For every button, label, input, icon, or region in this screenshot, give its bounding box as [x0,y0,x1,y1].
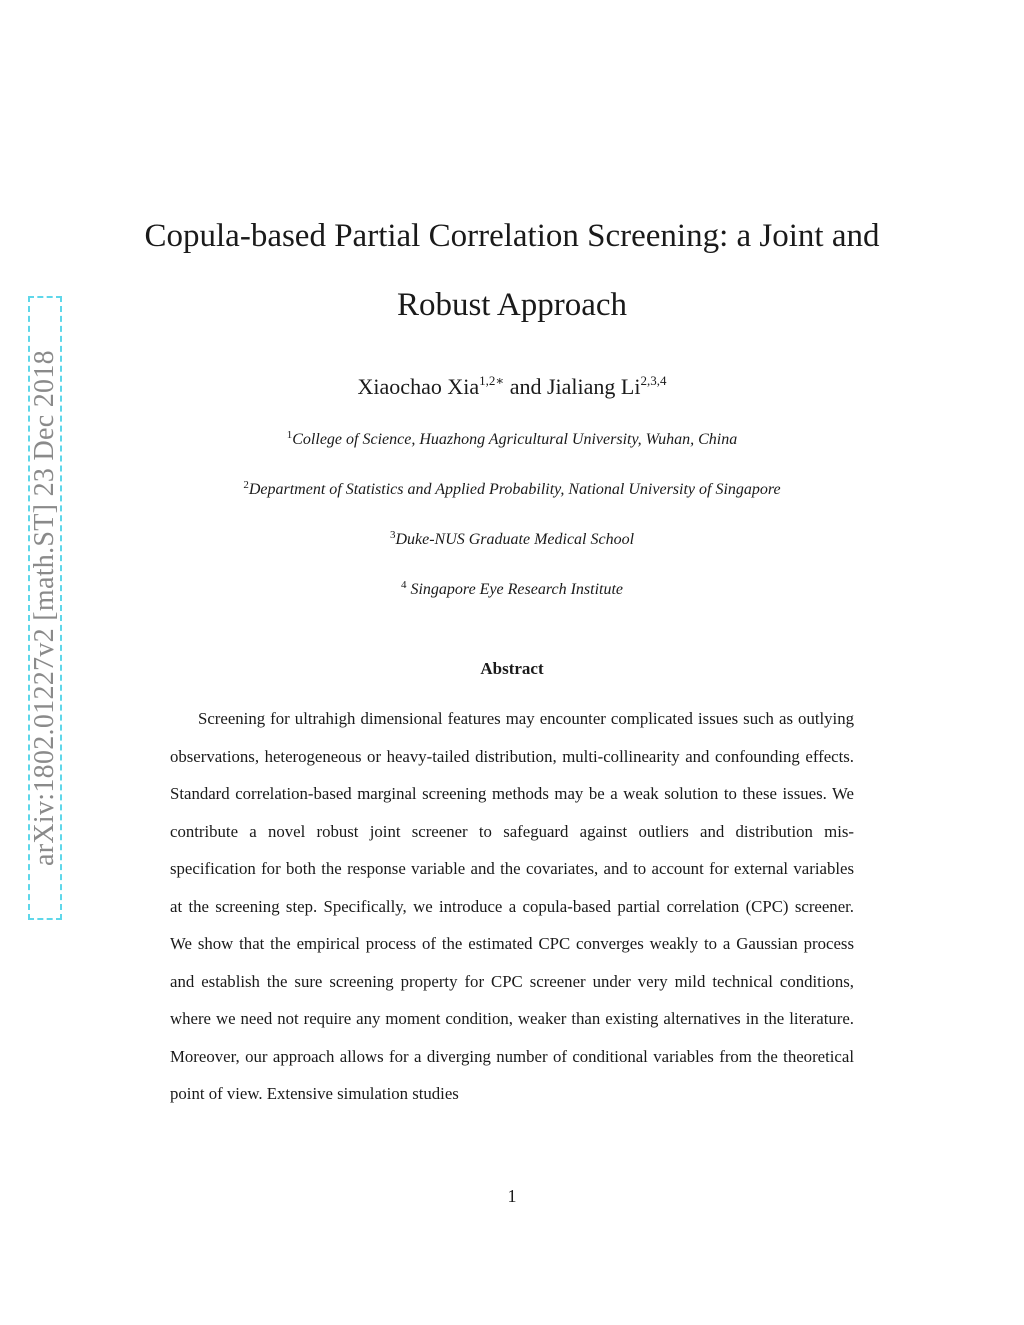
affiliation-number: 1 [286,429,293,441]
page-number: 1 [507,1186,517,1206]
paper-title-line-1: Copula-based Partial Correlation Screening: a Joint and [144,218,880,254]
affiliation-text: College of Science, Huazhong Agricultural University, Wuhan, China [292,431,738,448]
arxiv-identifier[interactable]: arXiv:1802.01227v2 [math.ST] 23 Dec 2018 [29,350,60,866]
affiliation-number: 2 [243,479,249,491]
arxiv-stamp [28,296,62,920]
affiliation-4 [80,581,944,599]
paper-title-line-2: Robust Approach [396,287,628,323]
author-list [80,374,944,400]
affiliation-text: Duke-NUS Graduate Medical School [395,531,635,548]
affiliation-3 [80,531,944,549]
affiliation-2 [80,481,944,499]
author-affiliation-marks: 1,2∗ [479,373,505,388]
affiliation-number: 4 [400,579,407,591]
author-name: Jialiang Li [546,374,641,399]
author-name: Xiaochao Xia [357,374,480,399]
affiliation-number: 3 [389,529,396,541]
affiliation-text: Department of Statistics and Applied Probability, National University of Singapore [248,481,781,498]
abstract-body: Screening for ultrahigh dimensional features may encounter complicated issues such as outlying observations, heterogeneous or heavy-tailed distribution, multi-collinearity and confounding effects. Standard correlation-based marginal screening methods may be a weak solution to these issues. We contribute a novel robust joint screener to safeguard against outliers and distribution mis-specification for both the response variable and the covariates, and to account for external variables at the screening step. Specifically, we introduce a copula-based partial correlation (CPC) screener. We show that the empirical process of the estimated CPC converges weakly to a Gaussian process and establish the sure screening property for CPC screener under very mild technical conditions, where we need not require any moment condition, weaker than existing alternatives in the literature. Moreover, our approach allows for a diverging number of conditional variables from the theoretical point of view. Extensive simulation studies [170,709,854,1103]
author-joiner: and [504,374,547,399]
affiliation-text: Singapore Eye Research Institute [406,581,624,598]
abstract-heading: Abstract [480,659,544,678]
affiliation-1 [80,431,944,449]
author-affiliation-marks: 2,3,4 [640,373,667,388]
